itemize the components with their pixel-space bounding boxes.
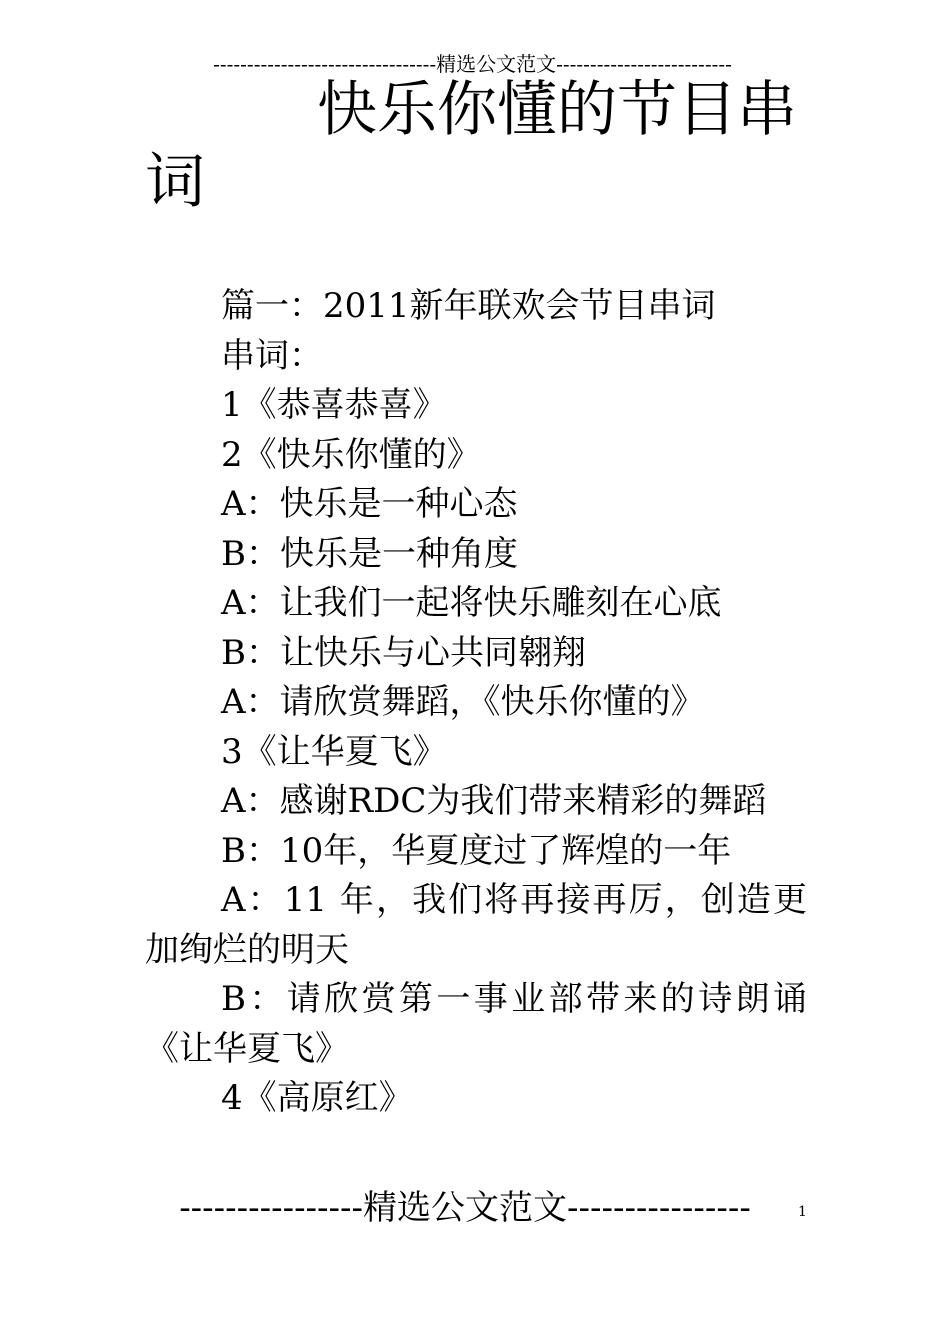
paragraph: B：10年，华夏度过了辉煌的一年 [221,830,732,871]
paragraph: 4《高原红》 [221,1078,413,1118]
page-header: ---------------------------------精选公文范文-------------------------- [213,52,732,76]
paragraph: A：快乐是一种心态 [221,484,518,524]
document-title: 快乐你懂的节目串词 [145,75,797,217]
paragraph: 串词： [221,335,323,376]
paragraph: B：请欣赏第一事业部带来的诗朗诵《让华夏飞》 [145,979,807,1069]
page-footer: ----------------精选公文范文---------------- [179,1188,751,1228]
paragraph: A：感谢RDC为我们带来精彩的舞蹈 [221,781,767,821]
paragraph: A：请欣赏舞蹈，《快乐你懂的》 [221,682,705,722]
paragraph: A：让我们一起将快乐雕刻在心底 [221,583,722,623]
paragraph: 篇一：2011新年联欢会节目串词 [221,286,716,326]
paragraph: A：11 年，我们将再接再厉，创造更加绚烂的明天 [145,880,807,970]
paragraph: B：快乐是一种角度 [221,533,518,574]
paragraph: 1《恭喜恭喜》 [221,385,447,425]
paragraph: B：让快乐与心共同翱翔 [221,632,586,673]
page-number: 1 [798,1204,807,1220]
paragraph: 3《让华夏飞》 [221,731,447,772]
document-body [145,282,807,1124]
paragraph: 2《快乐你懂的》 [221,434,481,475]
